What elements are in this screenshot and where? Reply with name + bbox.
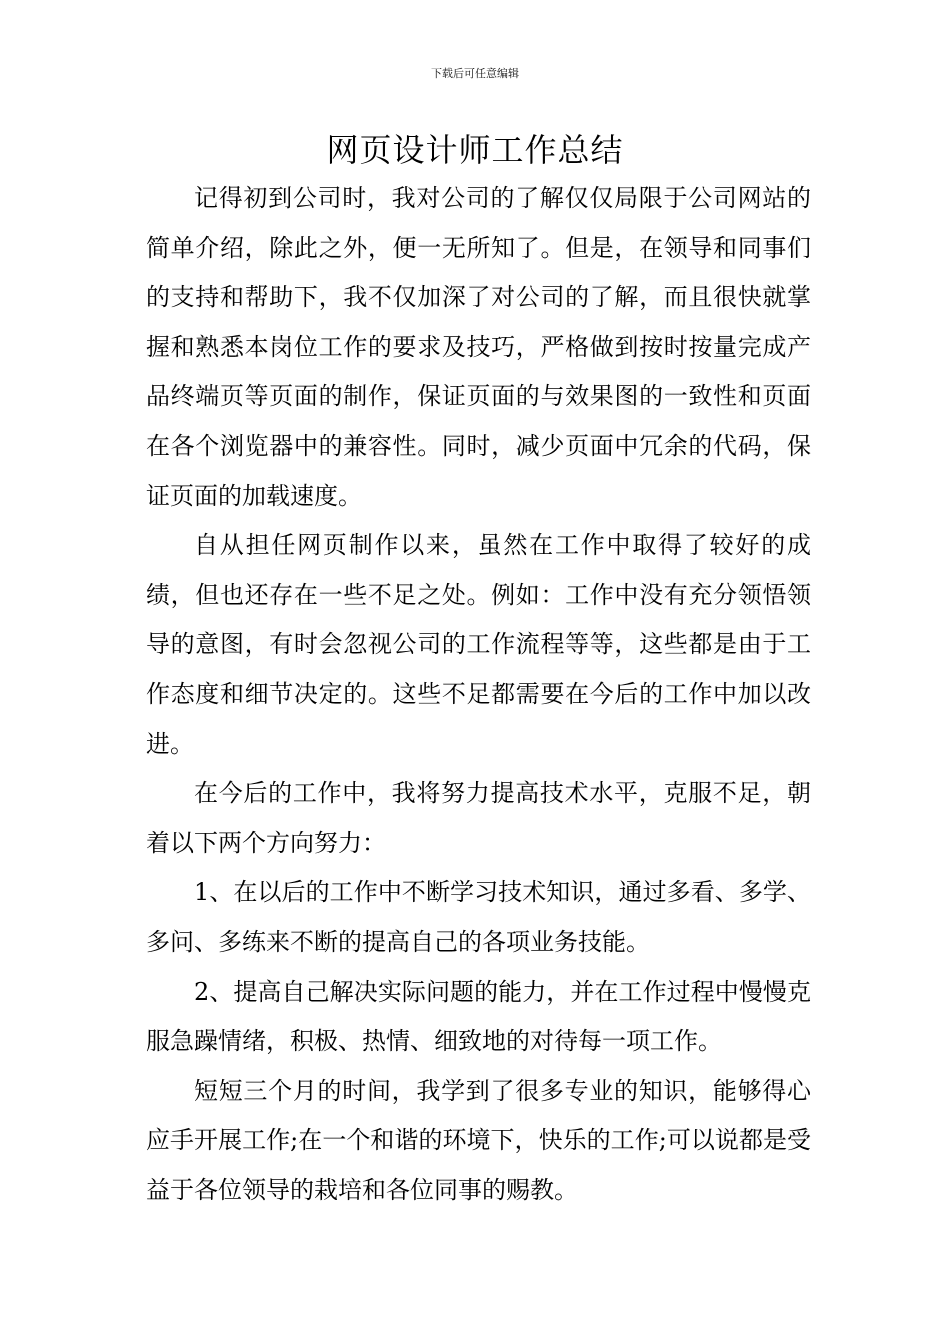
paragraph-intro: 记得初到公司时，我对公司的了解仅仅局限于公司网站的简单介绍，除此之外，便一无所知了。但是，在领导和同事们的支持和帮助下，我不仅加深了对公司的了解，而且很快就掌握和熟悉本岗位工作的要求及技巧，严格做到按时按量完成产品终端页等页面的制作，保证页面的与效果图的一致性和页面在各个浏览器中的兼容性。同时，减少页面中冗余的代码，保证页面的加载速度。	[146, 184, 811, 510]
page-header-note: 下载后可任意编辑	[431, 67, 519, 80]
paragraph-goal-1: 1、在以后的工作中不断学习技术知识，通过多看、多学、多问、多练来不断的提高自己的各项业务技能。	[146, 878, 811, 956]
document-title: 网页设计师工作总结	[326, 131, 624, 169]
paragraph-conclusion: 短短三个月的时间，我学到了很多专业的知识，能够得心应手开展工作;在一个和谐的环境下，快乐的工作;可以说都是受益于各位领导的栽培和各位同事的赐教。	[146, 1076, 811, 1204]
paragraph-shortcomings: 自从担任网页制作以来，虽然在工作中取得了较好的成绩，但也还存在一些不足之处。例如：工作中没有充分领悟领导的意图，有时会忽视公司的工作流程等等，这些都是由于工作态度和细节决定的。这些不足都需要在今后的工作中加以改进。	[146, 531, 811, 758]
paragraph-future-plan: 在今后的工作中，我将努力提高技术水平，克服不足，朝着以下两个方向努力：	[146, 779, 811, 857]
document-body	[146, 174, 811, 1215]
paragraph-goal-2: 2、提高自己解决实际问题的能力，并在工作过程中慢慢克服急躁情绪，积极、热情、细致地的对待每一项工作。	[146, 977, 811, 1056]
